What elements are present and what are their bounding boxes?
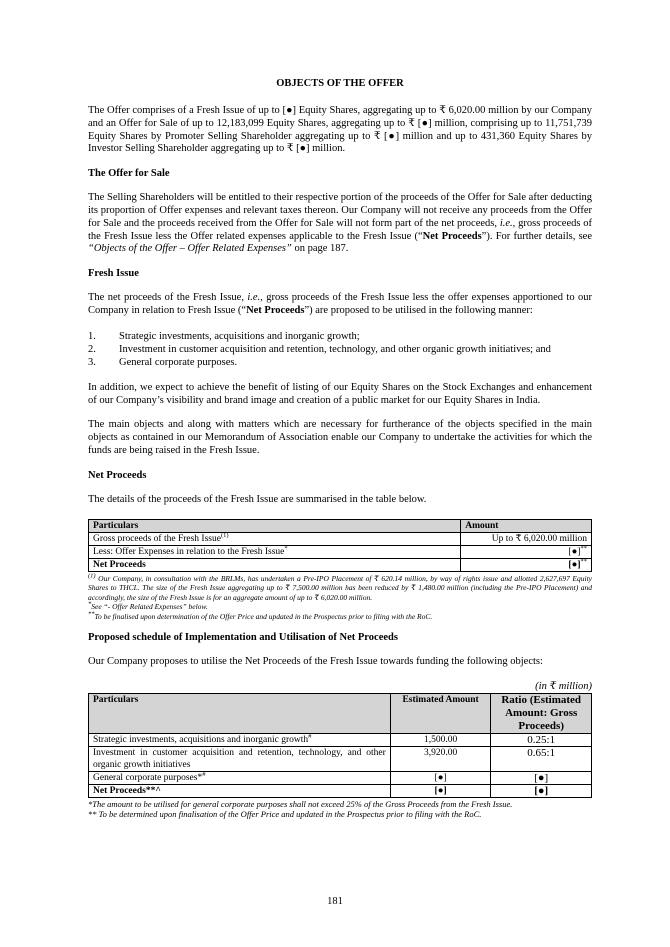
cell-value: [●] (568, 546, 581, 557)
net-proceeds-heading: Net Proceeds (88, 469, 147, 481)
net-proceeds-intro: The details of the proceeds of the Fresh Issue are summarised in the table below. (88, 493, 427, 505)
footnote-marker: * (88, 600, 92, 608)
cell-label: Investment in customer acquisition and retention, technology, and other organic growth initiatives (93, 748, 386, 771)
table-header-ratio: Ratio (Estimated Amount: Gross Proceeds) (491, 694, 592, 734)
footnote-text: See “- Offer Related Expenses” below. (91, 602, 208, 612)
fresh-issue-heading: Fresh Issue (88, 268, 139, 280)
footnote-marker: ** (580, 544, 587, 552)
footnote-marker: # (202, 771, 206, 779)
footnote-text: Our Company, in consultation with the BRLMs, has undertaken a Pre-IPO Placement of ₹ 620.14 million, by way of rights issue and allotted 2,627,697 Equity Shares to THCL. The size of the Fresh Issue aggregating up to ₹ 7,500.00 million has been reduced by ₹ 1,480.00 million (including the Pre-IPO Placement) and accordingly, the size of the Fresh Issue is for an aggregate amount of up to ₹ 6,020.00 million. (88, 573, 592, 602)
table-cell (89, 545, 461, 558)
footnote-marker: ** (88, 610, 95, 618)
ofs-paragraph (88, 192, 592, 256)
table-cell: 1,500.00 (390, 734, 491, 747)
table-cell: [●] (390, 772, 491, 785)
table-row (89, 772, 592, 785)
table-header-particulars: Particulars (89, 694, 391, 734)
cell-value: [●] (434, 786, 447, 797)
fresh-text-1: The net proceeds of the Fresh Issue, (88, 292, 248, 304)
table-row (89, 545, 592, 558)
net-proceeds-footnotes (88, 574, 592, 622)
table-cell: 0.65:1 (491, 747, 592, 772)
table-cell (461, 545, 592, 558)
list-item-text: Investment in customer acquisition and retention, technology, and other organic growth initiatives; and (119, 343, 551, 355)
table-cell (461, 558, 592, 571)
fresh-net-proceeds-term: Net Proceeds (246, 304, 305, 316)
utilisation-footnotes (88, 799, 592, 819)
ofs-ie: i.e., (499, 217, 516, 229)
table-cell: 3,920.00 (390, 747, 491, 772)
cell-label: Net Proceeds (93, 559, 146, 570)
intro-paragraph: The Offer comprises of a Fresh Issue of up to [●] Equity Shares, aggregating up to ₹ 6,020.00 million by our Company and an Offer for Sale of up to 12,183,099 Equity Shares, aggregating up to ₹ [●] million, comprising up to 11,751,739 Equity Shares by Promoter Selling Shareholder aggregating up to ₹ [●] million and up to 431,360 Equity Shares by Investor Selling Shareholder aggregating up to ₹ [●] million. (88, 105, 592, 155)
table-cell (89, 734, 391, 747)
cell-label: General corporate purposes* (93, 773, 203, 784)
ofs-text-4: on page 187. (291, 243, 349, 255)
table-row (89, 734, 592, 747)
table-cell: Up to ₹ 6,020.00 million (461, 532, 592, 545)
table-header-row (89, 694, 592, 734)
cell-value: [●] (568, 559, 581, 570)
cell-label: Less: Offer Expenses in relation to the Fresh Issue (93, 546, 285, 557)
ofs-cross-reference: “Objects of the Offer – Offer Related Expenses” (88, 243, 292, 255)
list-item-number: 3. (88, 356, 96, 368)
document-page (88, 78, 592, 819)
table-header-row (89, 519, 592, 532)
table-cell (390, 785, 491, 798)
table-cell (491, 785, 592, 798)
cell-value: [●] (534, 785, 549, 798)
list-item (88, 330, 592, 343)
footnote-text: To be finalised upon determination of the Offer Price and updated in the Prospectus prior to filing with the RoC. (94, 611, 433, 621)
schedule-heading: Proposed schedule of Implementation and Utilisation of Net Proceeds (88, 631, 398, 643)
objects-list (88, 330, 592, 369)
ofs-heading: The Offer for Sale (88, 168, 170, 180)
footnote-marker: ** (580, 557, 587, 565)
cell-label: Gross proceeds of the Fresh Issue (93, 533, 221, 544)
footnote-marker: * (284, 544, 288, 552)
list-item-text: General corporate purposes. (119, 356, 238, 368)
fresh-text-3: ”) are proposed to be utilised in the following manner: (304, 304, 533, 316)
table-cell (89, 558, 461, 571)
table-header-particulars: Particulars (89, 519, 461, 532)
footnote: *The amount to be utilised for general corporate purposes shall not exceed 25% of the Gross Proceeds from the Fresh Issue. (88, 799, 513, 810)
list-item (88, 343, 592, 356)
table-row (89, 532, 592, 545)
table-row (89, 558, 592, 571)
footnote (88, 602, 592, 612)
table-cell (89, 747, 391, 772)
ofs-text-3: ”). For further details, see (481, 230, 592, 242)
utilisation-table (88, 693, 592, 798)
table-header-amount: Amount (461, 519, 592, 532)
listing-benefit-paragraph: In addition, we expect to achieve the benefit of listing of our Equity Shares on the Stock Exchanges and enhancement of our Company’s visibility and brand image and creation of a public market for our Equity Shares in India. (88, 381, 592, 406)
table-header-estimated-amount: Estimated Amount (390, 694, 491, 734)
main-objects-paragraph: The main objects and along with matters which are necessary for furtherance of the objects specified in the main objects as contained in our Memorandum of Association enable our Company to undertake the activities for which the funds are being raised in the Fresh Issue. (88, 419, 592, 456)
fresh-text-2: gross proceeds of the Fresh Issue less the offer expenses apportioned to our Company in relation to Fresh Issue (“ (88, 292, 592, 316)
unit-label: (in ₹ million) (535, 681, 592, 693)
ofs-net-proceeds-term: Net Proceeds (422, 230, 482, 242)
net-proceeds-table (88, 519, 592, 572)
table-cell (89, 772, 391, 785)
ofs-text-2: gross proceeds of the Fresh Issue less the Offer related expenses applicable to the Fresh Issue (“ (88, 217, 593, 242)
footnote (88, 612, 592, 622)
table-cell: [●] (491, 772, 592, 785)
table-cell (89, 785, 391, 798)
schedule-intro: Our Company proposes to utilise the Net Proceeds of the Fresh Issue towards funding the following objects: (88, 655, 543, 667)
cell-label: Net Proceeds**^ (93, 786, 161, 797)
table-cell: 0.25:1 (491, 734, 592, 747)
fresh-issue-paragraph (88, 292, 592, 318)
table-row (89, 747, 592, 772)
list-item (88, 356, 592, 369)
footnote-marker: (1) (88, 572, 96, 580)
list-item-number: 2. (88, 343, 96, 355)
page-number: 181 (327, 896, 343, 907)
fresh-ie: i.e., (247, 292, 263, 304)
footnote (88, 574, 592, 603)
ofs-text-1: The Selling Shareholders will be entitled to their respective portion of the proceeds of the Offer for Sale after deducting its proportion of Offer expenses and relevant taxes thereon. Our Company will not receive any proceeds from the Offer for Sale and the proceeds received from the Offer for Sale will not form part of the net proceeds, (88, 192, 592, 229)
page-title: OBJECTS OF THE OFFER (276, 78, 404, 89)
footnote: ** To be determined upon finalisation of the Offer Price and updated in the Prospectus prior to filing with the RoC. (88, 809, 482, 820)
table-cell (89, 532, 461, 545)
table-row (89, 785, 592, 798)
footnote-marker: (1) (220, 531, 229, 539)
cell-label: Strategic investments, acquisitions and inorganic growth (93, 735, 309, 746)
footnote-marker: # (308, 733, 312, 741)
list-item-text: Strategic investments, acquisitions and inorganic growth; (119, 330, 360, 342)
list-item-number: 1. (88, 330, 96, 342)
